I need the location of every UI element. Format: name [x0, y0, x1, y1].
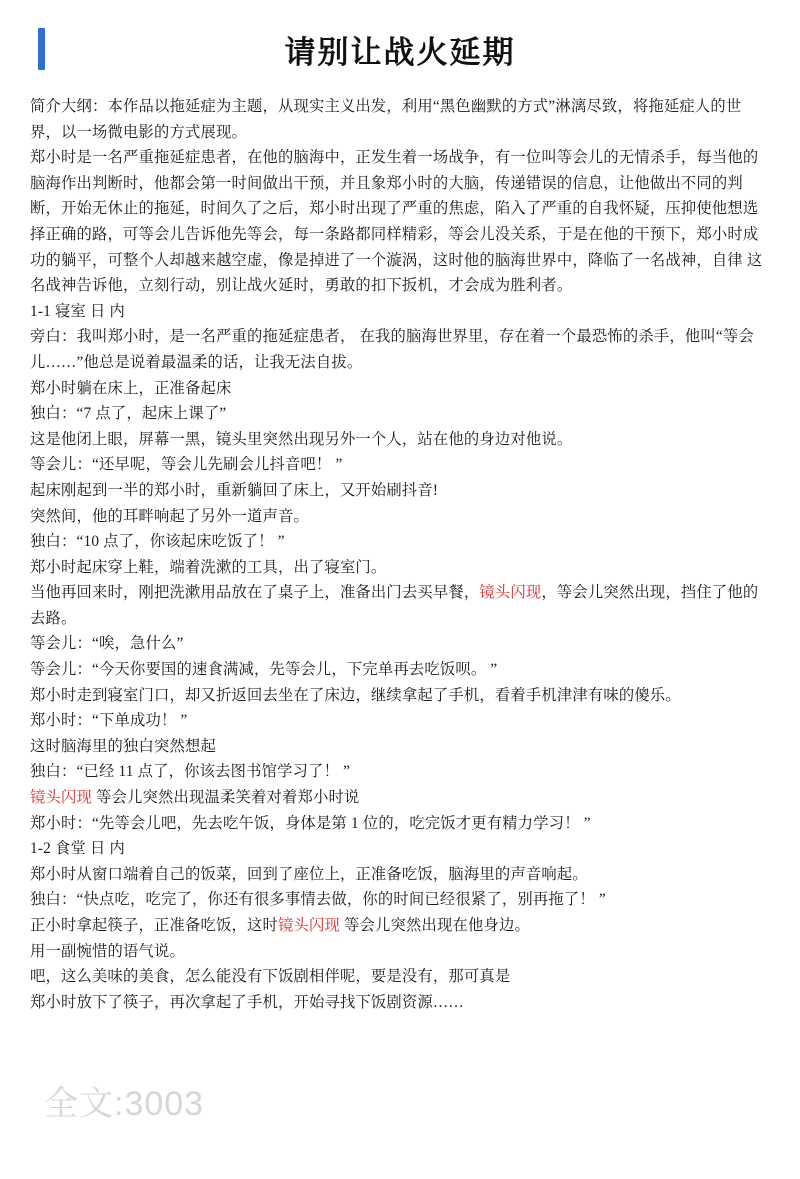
page-title: 请别让战火延期 [284, 34, 516, 71]
paragraph: 郑小时从窗口端着自己的饭菜，回到了座位上，正准备吃饭，脑海里的声音响起。 [30, 865, 588, 883]
paragraph: 吧，这么美味的美食，怎么能没有下饭剧相伴呢，要是没有，那可真是 [30, 968, 511, 986]
paragraph: 1-2 食堂 日 内 [30, 840, 126, 858]
highlighted-text: 镜头闪现 [30, 789, 92, 807]
paragraph: 起床刚起到一半的郑小时，重新躺回了床上，又开始刷抖音! [30, 481, 439, 499]
paragraph: 用一副惋惜的语气说。 [30, 942, 185, 960]
paragraph: 突然间，他的耳畔响起了另外一道声音。 [30, 507, 309, 525]
paragraph: 1-1 寝室 日 内 [30, 302, 126, 320]
paragraph: 郑小时：“下单成功！ ” [30, 712, 188, 730]
paragraph [30, 785, 770, 811]
paragraph: 郑小时：“先等会儿吧，先去吃午饭，身体是第 1 位的，吃完饭才更有精力学习！ ” [30, 814, 591, 832]
paragraph-text: ，等会儿突然出现，挡住了他的去路。 [30, 584, 759, 627]
paragraph: 这时脑海里的独白突然想起 [30, 737, 216, 755]
paragraph: 等会儿：“还早呢，等会儿先刷会儿抖音吧！ ” [30, 456, 343, 474]
paragraph: 独白：“7 点了，起床上课了” [30, 405, 227, 423]
document-body [30, 94, 770, 1015]
paragraph: 旁白：我叫郑小时，是一名严重的拖延症患者， 在我的脑海世界里，存在着一个最恐怖的杀手，他叫“等会儿……”他总是说着最温柔的话，让我无法自拔。 [30, 328, 754, 371]
highlighted-text: 镜头闪现 [479, 584, 542, 602]
paragraph: 独白：“已经 11 点了，你该去图书馆学习了！ ” [30, 763, 351, 781]
paragraph [30, 913, 770, 939]
paragraph-text: 正小时拿起筷子，正准备吃饭，这时 [30, 917, 278, 934]
title-row [30, 18, 770, 80]
paragraph: 郑小时躺在床上，正准备起床 [30, 379, 232, 397]
paragraph: 郑小时是一名严重拖延症患者，在他的脑海中，正发生着一场战争，有一位叫等会儿的无情杀手，每当他的脑海作出判断时，他都会第一时间做出干预，并且象郑小时的大脑，传递错误的信息，让他做出不同的判断，开始无休止的拖延，时间久了之后，郑小时出现了严重的焦虑，陷入了严重的自我怀疑，压抑使他想选择正确的路，可等会儿告诉他先等会，每一条路都同样精彩，等会儿没关系，于是在他的干预下，郑小时成功的躺平，可整个人却越来越空虚，像是掉进了一个漩涡，这时他的脑海世界中，降临了一名战神，自律 这名战神告诉他，立刻行动，别让战火延时，勇敢的扣下扳机，才会成为胜利者。 [30, 149, 763, 295]
paragraph: 郑小时起床穿上鞋，端着洗漱的工具，出了寝室门。 [30, 558, 387, 576]
paragraph: 简介大纲：本作品以拖延症为主题，从现实主义出发，利用“黑色幽默的方式”淋漓尽致，将拖延症人的世界，以一场微电影的方式展现。 [30, 98, 742, 141]
title-accent-bar [38, 28, 45, 70]
paragraph: 独白：“快点吃，吃完了，你还有很多事情去做，你的时间已经很紧了，别再拖了！ ” [30, 891, 606, 909]
highlighted-text: 镜头闪现 [277, 917, 340, 934]
paragraph: 郑小时放下了筷子，再次拿起了手机，开始寻找下饭剧资源…… [30, 993, 464, 1011]
paragraph-text: 当他再回来时，刚把洗漱用品放在了桌子上，准备出门去买早餐， [30, 584, 480, 602]
paragraph: 郑小时走到寝室门口，却又折返回去坐在了床边，继续拿起了手机，看着手机津津有味的傻乐。 [30, 686, 681, 704]
paragraph: 等会儿：“唉，急什么” [30, 635, 184, 653]
paragraph-text: 等会儿突然出现温柔笑着对着郑小时说 [92, 789, 360, 807]
paragraph: 等会儿：“今天你要国的速食满减，先等会儿，下完单再去吃饭呗。 ” [30, 661, 498, 679]
paragraph: 这是他闭上眼，屏幕一黑，镜头里突然出现另外一个人，站在他的身边对他说。 [30, 430, 573, 448]
watermark-label: 全文:3003 [44, 1085, 205, 1123]
paragraph: 独白：“10 点了，你该起床吃饭了！ ” [30, 533, 285, 551]
paragraph [30, 580, 770, 631]
paragraph-text: 等会儿突然出现在他身边。 [339, 917, 530, 934]
